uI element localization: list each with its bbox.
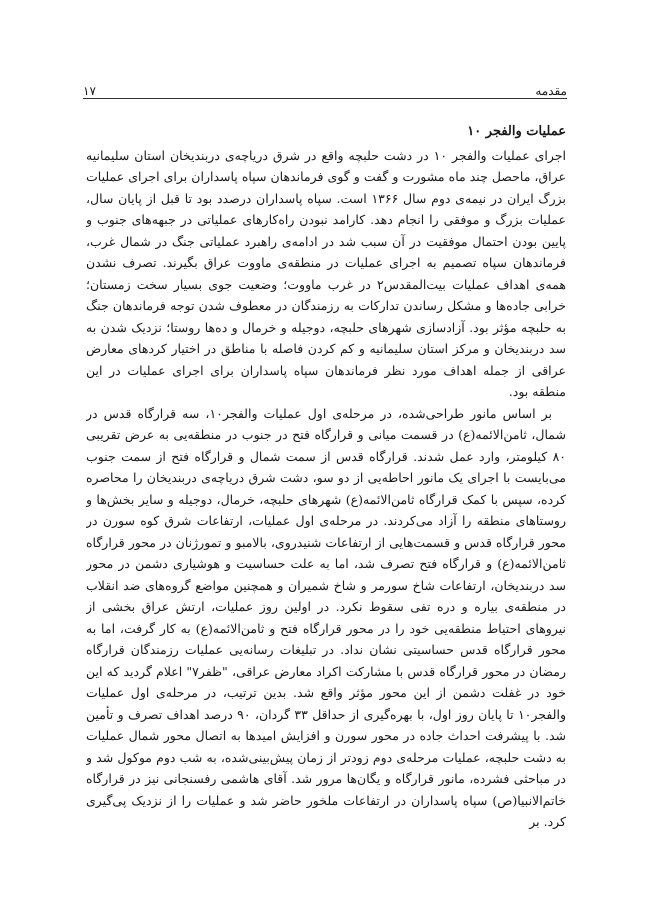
section-heading: عملیات والفجر ۱۰ [467, 124, 566, 139]
page-number: ۱۷ [83, 84, 96, 98]
paragraph-2: بر اساس مانور طراحی‌شده، در مرحله‌ی اول عملیات والفجر۱۰، سه قرارگاه قدس در شمال، ثامن‌الائمه(ع) در قسمت میانی و قرارگاه فتح در جنوب در منطقه‌یی به عرض تقریبی ۸۰ کیلومتر، وارد عمل شدند. قرارگاه قدس از سمت شمال و قرارگاه فتح از سمت جنوب می‌بایست با اجرای یک مانور احاطه‌یی از دو سو، دشت شرق دریاچه‌ی دربندیخان را محاصره کرده، سپس با کمک قرارگاه ثامن‌الائمه(ع) شهرهای حلبچه، خرمال، دوجیله و سایر بخش‌ها و روستاهای منطقه را آزاد می‌کردند. در مرحله‌ی اول عملیات، ارتفاعات شرق کوه سورن در محور قرارگاه قدس و قسمت‌هایی از ارتفاعات شنیدروی، بالامبو و تمورژنان در محور قرارگاه ثامن‌الائمه(ع) و قرارگاه فتح تصرف شد، اما به علت حساسیت و هوشیاری دشمن در محور سد دربندیخان، ارتفاعات شاخ سورمر و شاخ شمیران و همچنین مواضع گروه‌های ضد انقلاب در منطقه‌ی بیاره و دره تفی سقوط نکرد. در اولین روز عملیات، ارتش عراق بخشی از نیروهای احتیاط منطقه‌یی خود را در محور قرارگاه فتح و ثامن‌الائمه(ع) به کار گرفت، اما به محور قرارگاه قدس حساسیتی نشان نداد. در تبلیغات رسانه‌یی عملیات رزمندگان قرارگاه رمضان در محور قرارگاه قدس با مشارکت اکراد معارض عراقی، "ظفر۷" اعلام گردید که این خود در غفلت دشمن از این محور مؤثر واقع شد. بدین ترتیب، در مرحله‌ی اول عملیات والفجر۱۰ تا پایان روز اول، با بهره‌گیری از حداقل ۳۳ گردان، ۹۰ درصد اهداف تصرف و تأمین شد. با پیشرفت احداث جاده در محور سورن و افزایش امیدها به اتصال محور شمال عملیات به دشت حلبچه، عملیات مرحله‌ی دوم زودتر از زمان پیش‌بینی‌شده، به شب دوم موکول شد و در مباحثی فشرده، مانور قرارگاه و یگان‌ها مرور شد. آقای هاشمی رفسنجانی نیز در قرارگاه خاتم‌الانبیا(ص) سپاه پاسداران در ارتفاعات ملخور حاضر شد و عملیات را از نزدیک پی‌گیری کرد. بر [86, 405, 566, 829]
body-text [86, 121, 566, 901]
section-title: مقدمه [535, 84, 567, 98]
running-header [83, 76, 567, 99]
paragraph-1: اجرای عملیات والفجر ۱۰ در دشت حلبچه واقع در شرق دریاچه‌ی دربندیخان استان سلیمانیه عراق، ماحصل چند ماه مشورت و گفت و گوی فرماندهان سپاه پاسداران برای اجرای عملیات بزرگ ایران در نیمه‌ی دوم سال ۱۳۶۶ است. سپاه پاسداران درصدد بود تا قبل از پایان سال، عملیات بزرگ و موفقی را انجام دهد. کارامد نبودن راه‌کارهای عملیاتی در جبهه‌های جنوب و پایین بودن احتمال موفقیت در آن سبب شد در ادامه‌ی راهبرد عملیاتی جنگ در شمال غرب، فرماندهان سپاه تصمیم به اجرای عملیات در منطقه‌ی ماووت عراق بگیرند. تصرف نشدن همه‌ی اهداف عملیات بیت‌المقدس۲ در غرب ماووت؛ وضعیت جوی بسیار سخت زمستان؛ خرابی جاده‌ها و مشکل رساندن تدارکات به رزمندگان در معطوف شدن توجه فرماندهان جنگ به حلبچه مؤثر بود. آزادسازی شهرهای حلبچه، دوجیله و خرمال و ده‌ها روستا؛ نزدیک شدن به سد دربندیخان و مرکز استان سلیمانیه و کم کردن فاصله با مناطق در اختیار کردهای معارض عراقی از جمله اهداف مورد نظر فرماندهان سپاه پاسداران برای اجرای عملیات در این منطقه بود. [86, 147, 566, 399]
